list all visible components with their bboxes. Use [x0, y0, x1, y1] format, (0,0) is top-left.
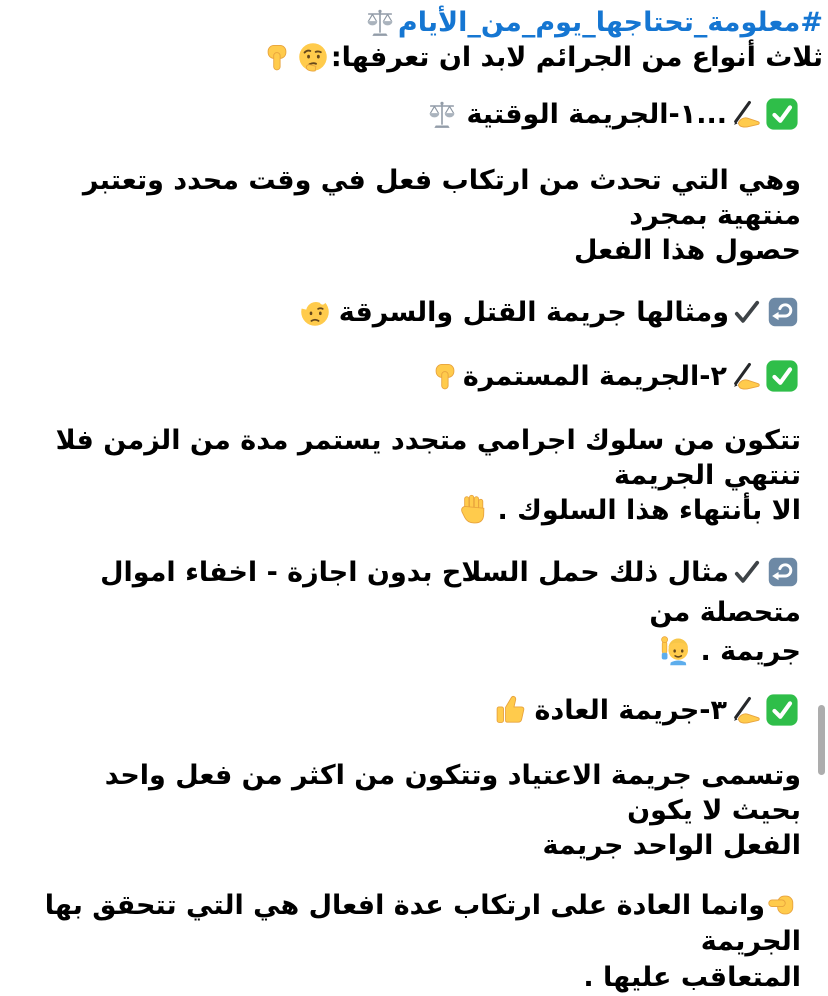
- example-text: مثال ذلك حمل السلاح بدون اجازة - اخفاء اموال متحصلة من: [100, 557, 801, 628]
- writing-hand-icon: [729, 98, 761, 130]
- body-block: [0, 95, 828, 996]
- section1-definition: [27, 163, 801, 268]
- section1-heading-text: ...١-الجريمة الوقتية: [466, 99, 727, 130]
- raised-hand-icon: [457, 494, 489, 526]
- closing-text: وانما العادة على ارتكاب عدة افعال هي التي تتحقق بها الجريمة: [44, 890, 801, 957]
- section2-heading-text: ٢-الجريمة المستمرة: [462, 361, 727, 392]
- closing-text: المتعاقب عليها .: [583, 962, 801, 993]
- definition-text: حصول هذا الفعل: [574, 235, 801, 266]
- definition-text: الا بأنتهاء هذا السلوك .: [497, 495, 801, 526]
- balance-scale-icon: [426, 98, 458, 130]
- thumbs-up-icon: [494, 694, 526, 726]
- section3-heading: [27, 691, 801, 731]
- point-left-icon: [767, 889, 799, 921]
- section3-heading-text: ٣-جريمة العادة: [534, 695, 727, 726]
- heavy-check-icon: [731, 556, 763, 588]
- green-check-icon: [765, 97, 799, 131]
- writing-hand-icon: [729, 360, 761, 392]
- intro-text: ثلاث أنواع من الجرائم لابد ان تعرفها:: [330, 42, 823, 73]
- green-check-icon: [765, 359, 799, 393]
- writing-hand-icon: [729, 694, 761, 726]
- section2-definition: [27, 423, 801, 528]
- point-down-icon: [261, 41, 293, 73]
- intro-line: [5, 40, 823, 75]
- section1-example: [27, 293, 801, 333]
- hashtag-line: [5, 5, 823, 40]
- definition-text: وهي التي تحدث من ارتكاب فعل في وقت محدد وتعتبر منتهية بمجرد: [82, 165, 801, 231]
- section2-example: [27, 553, 801, 670]
- example-text: جريمة .: [700, 636, 801, 667]
- return-arrow-icon: [767, 296, 799, 328]
- point-down-icon: [429, 360, 461, 392]
- section2-heading: [27, 357, 801, 397]
- thinking-face-icon: [297, 41, 329, 73]
- definition-text: وتسمى جريمة الاعتياد وتتكون من اكثر من فعل واحد بحيث لا يكون: [104, 760, 801, 826]
- closing-paragraph: [27, 888, 801, 996]
- section1-heading: [27, 95, 801, 135]
- green-check-icon: [765, 693, 799, 727]
- return-arrow-icon: [767, 556, 799, 588]
- title-block: [0, 0, 828, 75]
- bandage-face-icon: [299, 296, 331, 328]
- section3-definition: [27, 758, 801, 863]
- heavy-check-icon: [731, 296, 763, 328]
- hashtag-link[interactable]: #معلومة_تحتاجها_يوم_من_الأيام: [397, 7, 823, 38]
- scrollbar-thumb[interactable]: [818, 705, 825, 775]
- example-text: ومثالها جريمة القتل والسرقة: [338, 297, 729, 328]
- man-raising-hand-icon: [660, 635, 692, 667]
- definition-text: تتكون من سلوك اجرامي متجدد يستمر مدة من الزمن فلا تنتهي الجريمة: [55, 425, 801, 491]
- balance-scale-icon: [364, 6, 396, 38]
- definition-text: الفعل الواحد جريمة: [542, 830, 801, 861]
